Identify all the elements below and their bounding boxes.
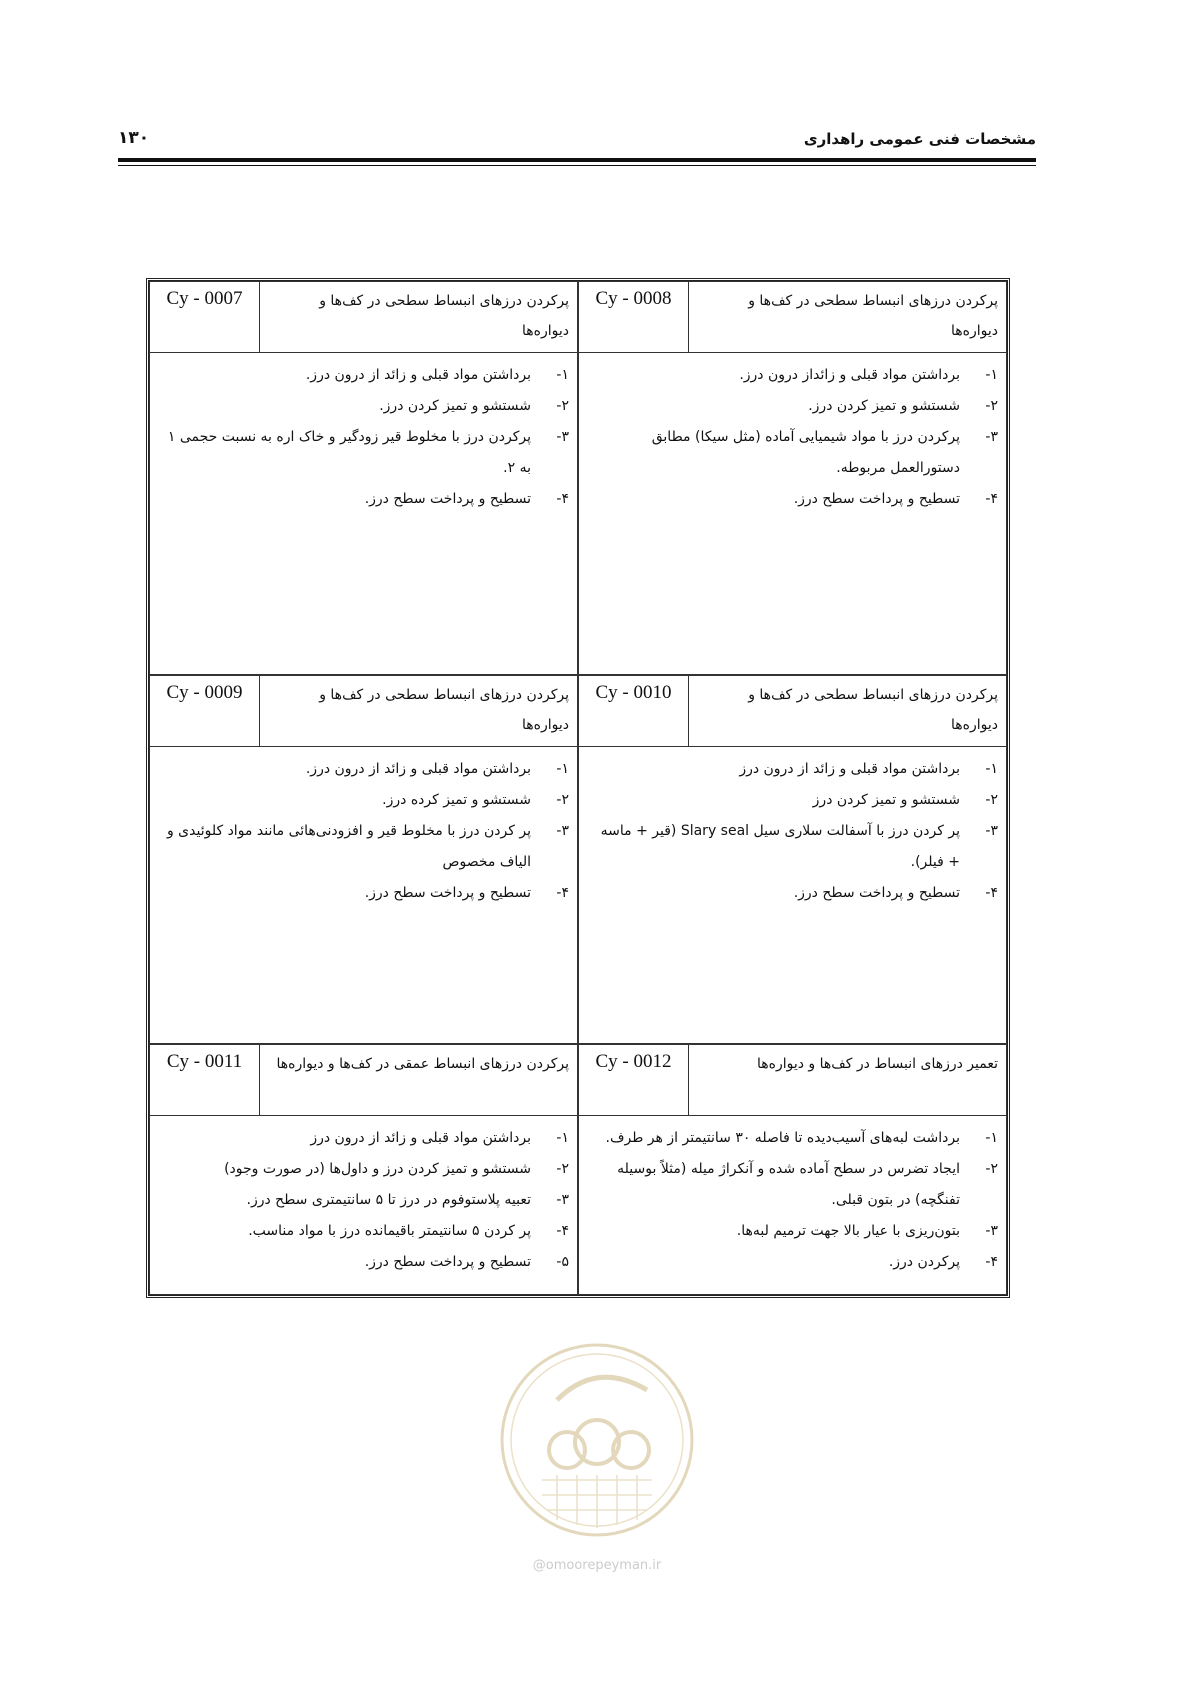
step-item: [587, 785, 998, 816]
step-text: ایجاد تضرس در سطح آماده شده و آنکراژ میله (مثلاً بوسیله تفنگچه) در بتون قبلی.: [617, 1161, 960, 1208]
header-rule-thin: [118, 165, 1036, 166]
step-number: ۲-: [556, 792, 569, 808]
step-number: ۱-: [985, 761, 998, 777]
step-number: ۵-: [556, 1254, 569, 1270]
step-number: ۴-: [985, 491, 998, 507]
step-text: بتون‌ریزی با عیار بالا جهت ترمیم لبه‌ها.: [736, 1223, 960, 1239]
step-number: ۴-: [556, 1223, 569, 1239]
item-code: Cy - 0012: [579, 1045, 689, 1115]
step-number: ۳-: [985, 1223, 998, 1239]
item-title: پرکردن درزهای انبساط سطحی در کف‌ها و دیواره‌ها: [319, 687, 569, 733]
step-text: شستشو و تمیز کرده درز.: [382, 792, 531, 808]
step-number: ۴-: [556, 491, 569, 507]
item-code: Cy - 0010: [579, 676, 689, 746]
step-text: پر کردن ۵ سانتیمتر باقیمانده درز با مواد مناسب.: [248, 1223, 531, 1239]
step-item: [587, 754, 998, 785]
cell-steps: [579, 1115, 1006, 1294]
item-title: پرکردن درزهای انبساط سطحی در کف‌ها و دیواره‌ها: [319, 293, 569, 339]
cell-header: [579, 676, 1006, 747]
item-title: پرکردن درزهای انبساط سطحی در کف‌ها و دیواره‌ها: [748, 293, 998, 339]
step-item: [587, 1123, 998, 1154]
step-item: [158, 1247, 569, 1278]
step-item: [158, 1154, 569, 1185]
spec-cell: [149, 1044, 578, 1295]
step-text: تعبیه پلاستوفوم در درز تا ۵ سانتیمتری سطح درز.: [246, 1192, 531, 1208]
step-text: شستشو و تمیز کردن درز: [812, 792, 960, 808]
item-code: Cy - 0011: [150, 1045, 260, 1115]
step-number: ۴-: [985, 1254, 998, 1270]
step-text: تسطیح و پرداخت سطح درز.: [364, 885, 531, 901]
step-item: [158, 878, 569, 909]
watermark-logo: [497, 1330, 697, 1573]
step-item: [158, 754, 569, 785]
seal-icon: [497, 1330, 697, 1550]
spec-cell: [149, 675, 578, 1044]
step-number: ۱-: [556, 1130, 569, 1146]
step-item: [158, 1185, 569, 1216]
cell-steps: [579, 352, 1006, 674]
step-text: تسطیح و پرداخت سطح درز.: [364, 491, 531, 507]
cell-header: [579, 282, 1006, 353]
item-code: Cy - 0007: [150, 282, 260, 352]
header-title: مشخصات فنی عمومی راهداری: [803, 130, 1036, 148]
step-item: [587, 816, 998, 878]
step-text: پرکردن درز با مواد شیمیایی آماده (مثل سیکا) مطابق دستورالعمل مربوطه.: [651, 429, 960, 476]
step-text: پر کردن درز با مخلوط قیر و افزودنی‌هائی مانند مواد کلوئیدی و الیاف مخصوص: [166, 823, 531, 870]
step-item: [587, 360, 998, 391]
step-number: ۳-: [556, 1192, 569, 1208]
step-number: ۲-: [985, 398, 998, 414]
step-item: [587, 1247, 998, 1278]
item-title: پرکردن درزهای انبساط سطحی در کف‌ها و دیواره‌ها: [748, 687, 998, 733]
step-text: برداشتن مواد قبلی و زائد از درون درز: [739, 761, 960, 777]
step-text: شستشو و تمیز کردن درز.: [379, 398, 531, 414]
step-text: تسطیح و پرداخت سطح درز.: [793, 491, 960, 507]
item-code: Cy - 0008: [579, 282, 689, 352]
step-text: شستشو و تمیز کردن درز.: [808, 398, 960, 414]
step-item: [158, 391, 569, 422]
spec-cell: [578, 675, 1007, 1044]
page-number: ۱۳۰: [118, 128, 150, 148]
step-number: ۲-: [985, 1161, 998, 1177]
step-text: تسطیح و پرداخت سطح درز.: [364, 1254, 531, 1270]
step-item: [587, 1154, 998, 1216]
step-item: [587, 1216, 998, 1247]
step-item: [587, 878, 998, 909]
step-item: [587, 391, 998, 422]
cell-steps: [579, 746, 1006, 1043]
step-item: [158, 422, 569, 484]
spec-cell: [578, 281, 1007, 675]
watermark-url: @omoorepeyman.ir: [532, 1558, 662, 1573]
step-number: ۲-: [985, 792, 998, 808]
cell-header: [150, 282, 577, 353]
spec-cell: [578, 1044, 1007, 1295]
step-text: برداشتن مواد قبلی و زائد از درون درز: [310, 1130, 531, 1146]
step-number: ۱-: [556, 367, 569, 383]
step-text: برداشت لبه‌های آسیب‌دیده تا فاصله ۳۰ سانتیمتر از هر طرف.: [605, 1130, 960, 1146]
step-text: برداشتن مواد قبلی و زائداز درون درز.: [739, 367, 960, 383]
cell-header: [150, 676, 577, 747]
step-text: برداشتن مواد قبلی و زائد از درون درز.: [305, 761, 531, 777]
cell-header: [150, 1045, 577, 1116]
step-number: ۴-: [556, 885, 569, 901]
item-title: تعمیر درزهای انبساط در کف‌ها و دیواره‌ها: [756, 1056, 998, 1072]
step-text: شستشو و تمیز کردن درز و داول‌ها (در صورت وجود): [224, 1161, 531, 1177]
step-number: ۳-: [985, 823, 998, 839]
spec-table: [146, 278, 1010, 1298]
step-text: پرکردن درز.: [888, 1254, 960, 1270]
step-number: ۲-: [556, 398, 569, 414]
step-text: پر کردن درز با آسفالت سلاری سیل Slary seal (قیر + ماسه + فیلر).: [600, 823, 960, 870]
step-item: [587, 484, 998, 515]
step-item: [158, 785, 569, 816]
step-item: [158, 1123, 569, 1154]
step-number: ۳-: [985, 429, 998, 445]
step-item: [587, 422, 998, 484]
step-number: ۳-: [556, 429, 569, 445]
step-number: ۱-: [556, 761, 569, 777]
step-item: [158, 360, 569, 391]
step-item: [158, 484, 569, 515]
step-number: ۴-: [985, 885, 998, 901]
step-item: [158, 816, 569, 878]
spec-cell: [149, 281, 578, 675]
cell-header: [579, 1045, 1006, 1116]
cell-steps: [150, 746, 577, 1043]
step-number: ۲-: [556, 1161, 569, 1177]
step-number: ۱-: [985, 1130, 998, 1146]
cell-steps: [150, 1115, 577, 1294]
page-header: [118, 130, 1036, 166]
item-title: پرکردن درزهای انبساط عمقی در کف‌ها و دیواره‌ها: [276, 1056, 569, 1072]
header-rule-thick: [118, 158, 1036, 162]
step-text: تسطیح و پرداخت سطح درز.: [793, 885, 960, 901]
cell-steps: [150, 352, 577, 674]
step-text: پرکردن درز با مخلوط قیر زودگیر و خاک اره به نسبت حجمی ۱ به ۲.: [167, 429, 531, 476]
step-text: برداشتن مواد قبلی و زائد از درون درز.: [305, 367, 531, 383]
step-item: [158, 1216, 569, 1247]
item-code: Cy - 0009: [150, 676, 260, 746]
step-number: ۱-: [985, 367, 998, 383]
step-number: ۳-: [556, 823, 569, 839]
